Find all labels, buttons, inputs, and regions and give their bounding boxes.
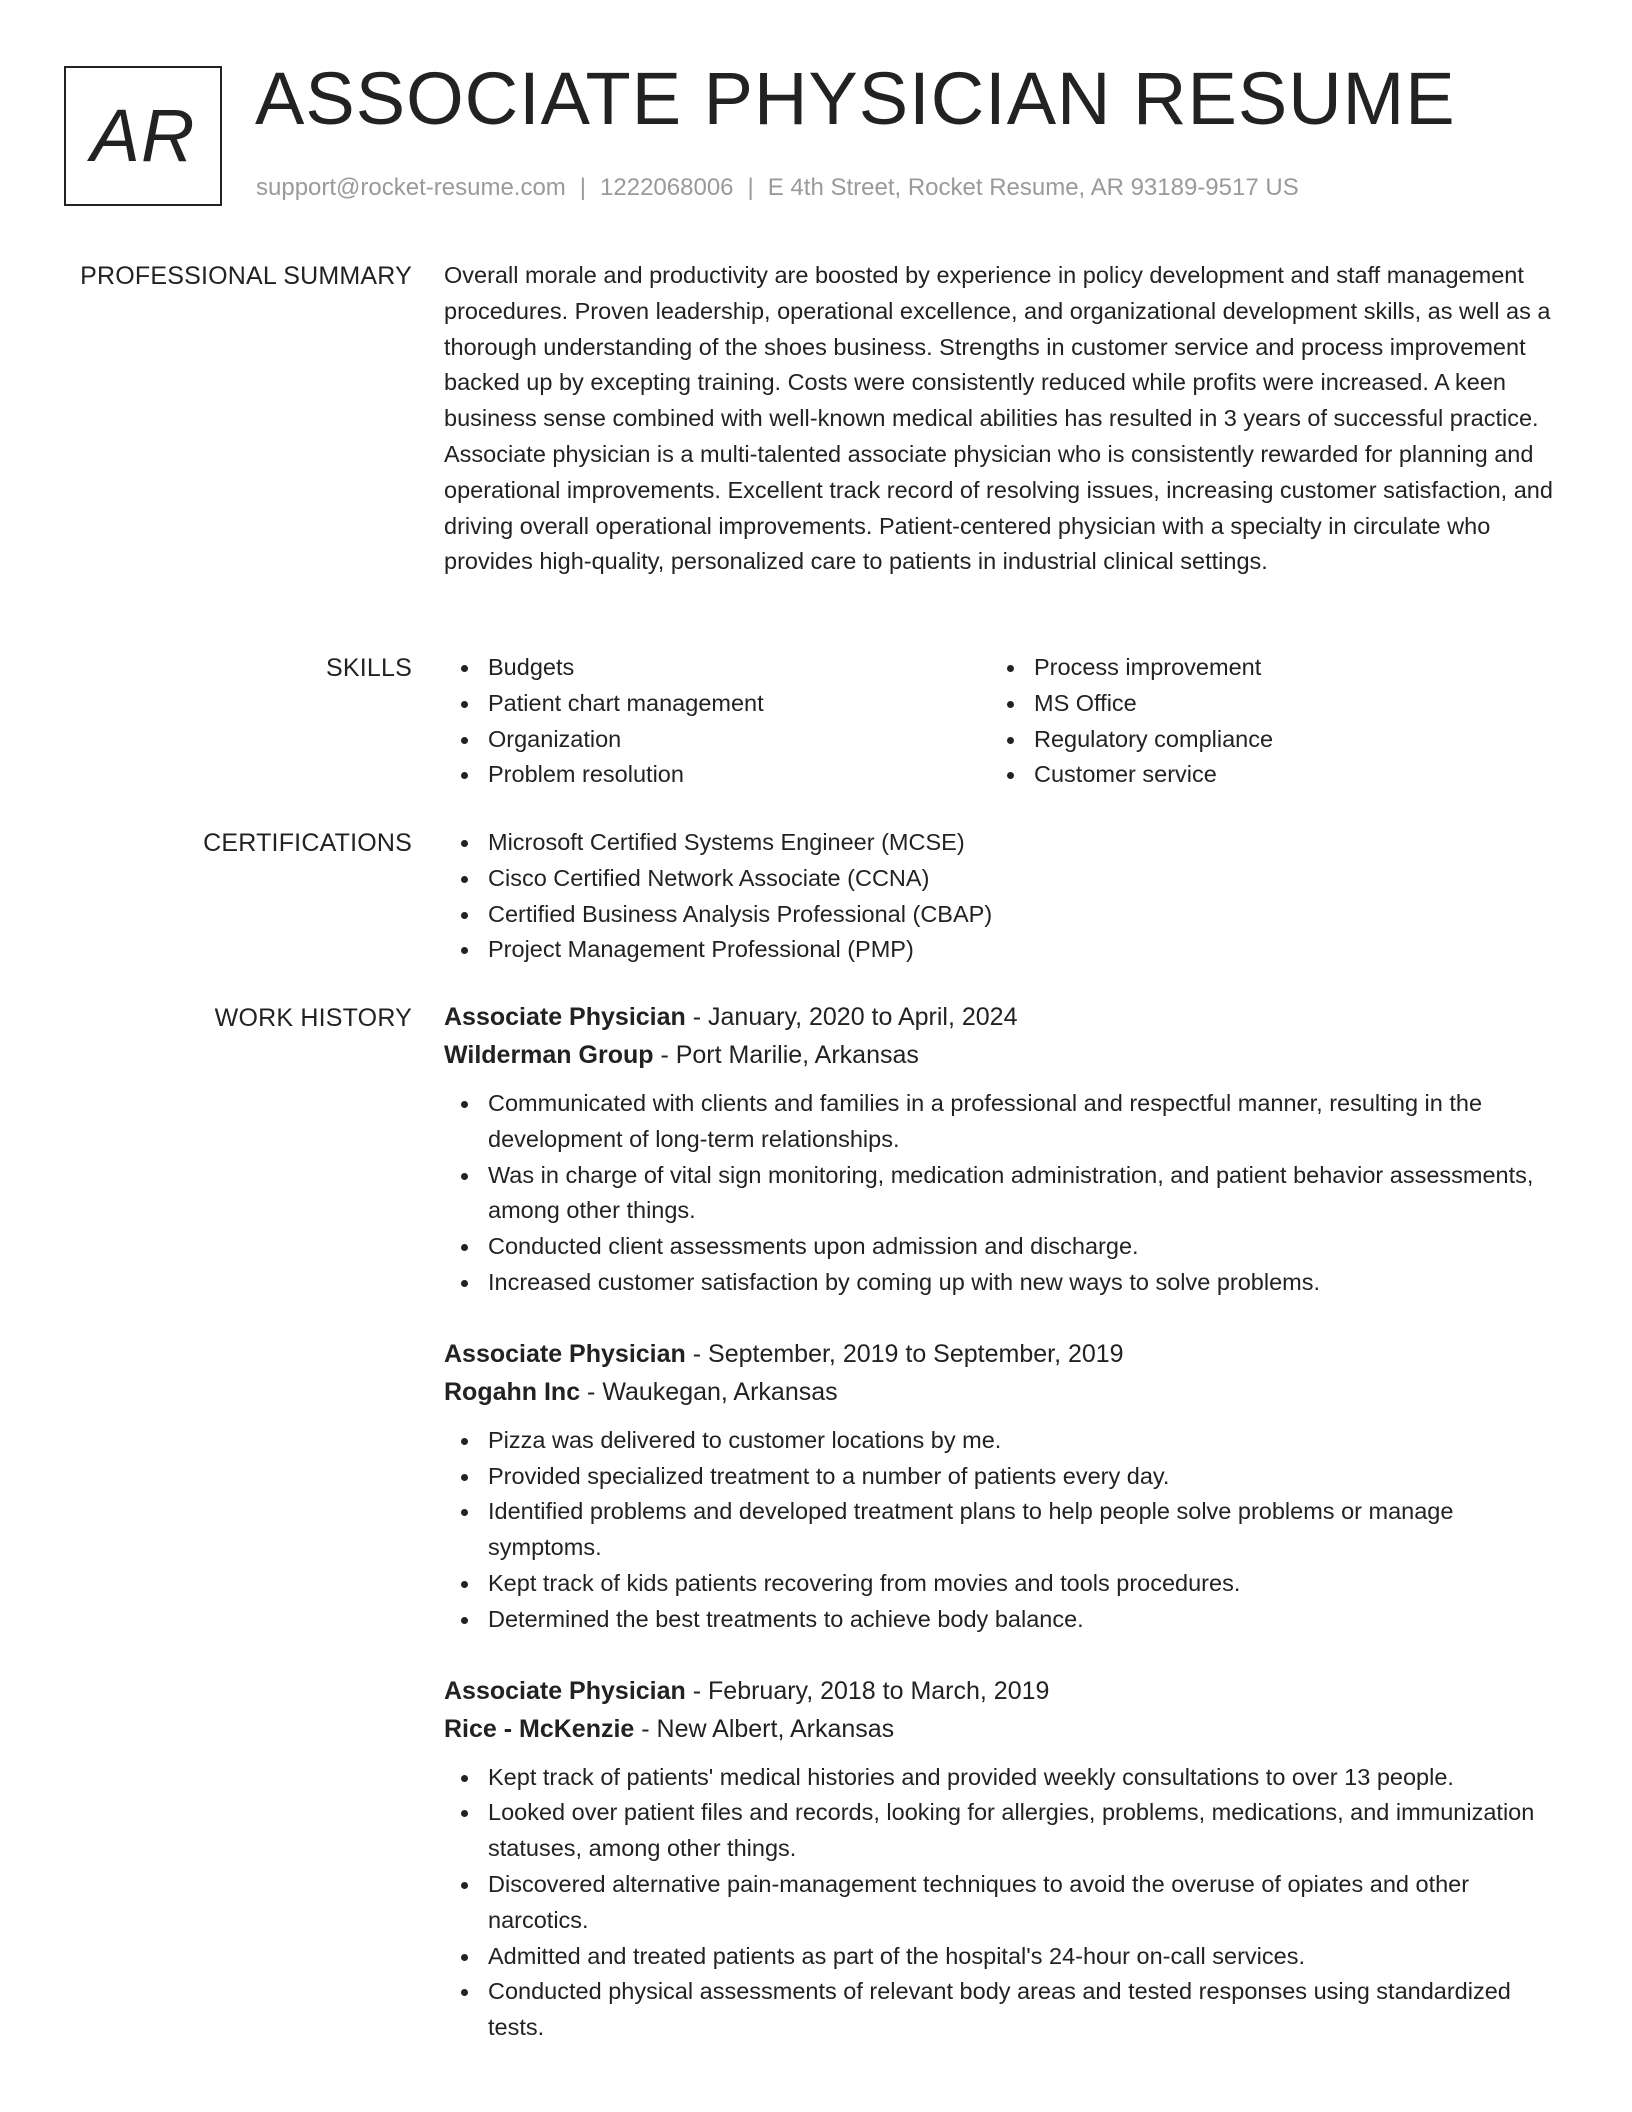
certification-item: Microsoft Certified Systems Engineer (MCSE) (444, 825, 1556, 861)
contact-address: E 4th Street, Rocket Resume, AR 93189-9517 US (767, 174, 1299, 201)
resume-title: ASSOCIATE PHYSICIAN RESUME (255, 57, 1456, 140)
job-title-line (444, 1335, 1556, 1373)
skills-list-left (444, 650, 990, 793)
skill-item: MS Office (990, 686, 1536, 722)
contact-separator: | (579, 174, 587, 201)
job-title-line (444, 1672, 1556, 1710)
job-location: - Waukegan, Arkansas (580, 1377, 838, 1406)
job-bullet: Conducted client assessments upon admission and discharge. (444, 1229, 1556, 1265)
skill-item: Problem resolution (444, 757, 990, 793)
job-title-line (444, 998, 1556, 1036)
job-entry (444, 1672, 1556, 2046)
job-bullet: Kept track of patients' medical histories and provided weekly consultations to over 13 people. (444, 1760, 1556, 1796)
skills-list-right (990, 650, 1536, 793)
job-bullets (444, 1760, 1556, 2046)
job-dates: - September, 2019 to September, 2019 (685, 1339, 1124, 1368)
job-bullet: Pizza was delivered to customer locations by me. (444, 1423, 1556, 1459)
job-dates: - January, 2020 to April, 2024 (685, 1003, 1018, 1031)
job-company-line (444, 1036, 1556, 1074)
job-company-line (444, 1373, 1556, 1411)
job-bullet: Was in charge of vital sign monitoring, medication administration, and patient behavior assessments, among other things. (444, 1158, 1556, 1230)
certifications-body (444, 825, 1556, 968)
certification-item: Cisco Certified Network Associate (CCNA) (444, 861, 1556, 897)
skill-item: Organization (444, 722, 990, 758)
job-bullets (444, 1086, 1556, 1301)
job-location: - Port Marilie, Arkansas (653, 1041, 919, 1069)
job-entry (444, 1335, 1556, 1638)
job-bullet: Communicated with clients and families in a professional and respectful manner, resulting in the development of long-term relationships. (444, 1086, 1556, 1158)
contact-phone: 1222068006 (600, 174, 734, 201)
job-bullet: Conducted physical assessments of relevant body areas and tested responses using standardized tests. (444, 1974, 1556, 2046)
job-title: Associate Physician (444, 1339, 686, 1368)
summary-heading: PROFESSIONAL SUMMARY (80, 262, 412, 290)
job-location: - New Albert, Arkansas (634, 1714, 895, 1743)
certifications-list (444, 825, 1556, 968)
skill-item: Process improvement (990, 650, 1536, 686)
job-bullet: Determined the best treatments to achieve body balance. (444, 1602, 1556, 1638)
certification-item: Project Management Professional (PMP) (444, 932, 1556, 968)
summary-text: Overall morale and productivity are boosted by experience in policy development and staff management procedures. Proven leadership, operational excellence, and organizational development skills, as well as a thorough understanding of the shoes business. Strengths in customer service and process improvement backed up by excepting training. Costs were consistently reduced while profits were increased. A keen business sense combined with well-known medical abilities has resulted in 3 years of successful practice. Associate physician is a multi-talented associate physician who is consistently rewarded for planning and operational improvements. Excellent track record of resolving issues, increasing customer satisfaction, and driving overall operational improvements. Patient-centered physician with a specialty in circulate who provides high-quality, personalized care to patients in industrial clinical settings. (444, 262, 1553, 575)
monogram-badge (64, 66, 222, 206)
skills-heading: SKILLS (326, 654, 412, 682)
job-bullet: Provided specialized treatment to a number of patients every day. (444, 1459, 1556, 1495)
work-history-body (444, 998, 1556, 2080)
job-bullet: Identified problems and developed treatment plans to help people solve problems or manage symptoms. (444, 1494, 1556, 1566)
job-company: Rice - McKenzie (444, 1714, 635, 1743)
contact-separator: | (747, 174, 754, 201)
job-company-line (444, 1710, 1556, 1748)
job-bullet: Kept track of kids patients recovering from movies and tools procedures. (444, 1566, 1556, 1602)
skill-item: Customer service (990, 757, 1536, 793)
job-entry (444, 998, 1556, 1301)
skill-item: Regulatory compliance (990, 722, 1536, 758)
skill-item: Budgets (444, 650, 990, 686)
job-bullet: Looked over patient files and records, looking for allergies, problems, medications, and immunization statuses, among other things. (444, 1795, 1556, 1867)
job-title: Associate Physician (444, 1003, 686, 1031)
job-bullet: Admitted and treated patients as part of the hospital's 24-hour on-call services. (444, 1939, 1556, 1975)
certification-item: Certified Business Analysis Professional (CBAP) (444, 897, 1556, 933)
work-history-heading: WORK HISTORY (214, 1004, 412, 1032)
job-title: Associate Physician (444, 1676, 686, 1705)
job-bullet: Discovered alternative pain-management techniques to avoid the overuse of opiates and other narcotics. (444, 1867, 1556, 1939)
contact-line (256, 174, 1299, 202)
job-company: Rogahn Inc (444, 1377, 581, 1406)
monogram-initials: AR (90, 94, 196, 177)
job-dates: - February, 2018 to March, 2019 (685, 1676, 1050, 1705)
contact-email: support@rocket-resume.com (256, 174, 566, 201)
skill-item: Patient chart management (444, 686, 990, 722)
job-bullets (444, 1423, 1556, 1638)
certifications-heading: CERTIFICATIONS (203, 829, 412, 857)
job-bullet: Increased customer satisfaction by coming up with new ways to solve problems. (444, 1265, 1556, 1301)
skills-body (444, 650, 1556, 793)
job-company: Wilderman Group (444, 1041, 654, 1069)
